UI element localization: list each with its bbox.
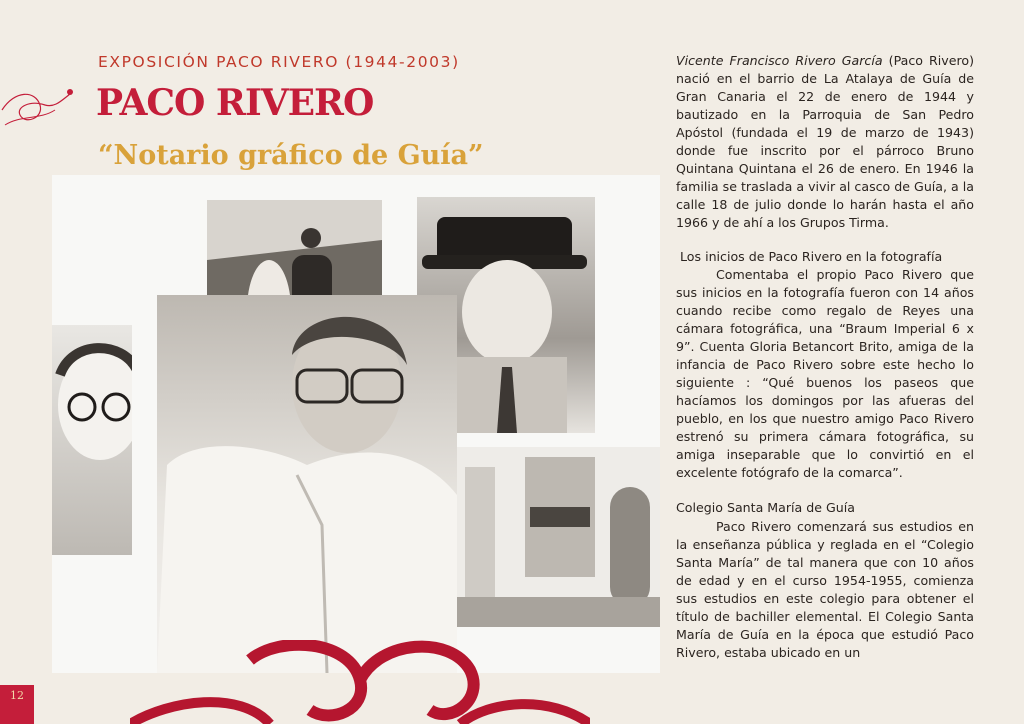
section-heading-photography: Los inicios de Paco Rivero en la fotografía (680, 249, 943, 264)
photo-street-balcony (455, 447, 660, 627)
page-title: PACO RIVERO (96, 82, 374, 124)
section-heading-school: Colegio Santa María de Guía (676, 500, 855, 515)
page-number: 12 (10, 689, 24, 702)
page-number-tab (0, 685, 34, 724)
section-paragraph-school (676, 518, 974, 662)
photo-paco-rivero-portrait (157, 295, 457, 673)
section2-text: Paco Rivero comenzará sus estudios en la enseñanza pública y reglada en el “Colegio Santa María” de tal manera que con 10 años de edad y en el curso 1954-1955, comienza sus estudios en este colegio para obtener el título de bachiller elemental. El Colegio Santa María de Guía en la época que estudió Paco Rivero, estaba ubicado en un (676, 519, 974, 660)
exhibition-kicker: EXPOSICIÓN PACO RIVERO (1944-2003) (98, 53, 460, 71)
page-subtitle: “Notario gráfico de Guía” (98, 140, 484, 171)
photo-collage (52, 175, 660, 673)
intro-text: (Paco Rivero) nació en el barrio de La Atalaya de Guía de Gran Canaria el 22 de enero de 1944 y bautizado en la Parroquia de San Pedro Apóstol (fundada el 19 de marzo de 1943) donde fue inscrito por el párroco Bruno Quintana Quintana el 26 de enero. En 1946 la familia se traslada a vivir al casco de Guía, a la calle 18 de julio donde lo harán hasta el año 1966 y de ahí a los Grupos Tirma. (676, 53, 975, 230)
decorative-flourish-bottom (130, 640, 590, 724)
intro-paragraph (676, 52, 974, 232)
photo-smiling-man-glasses (52, 325, 132, 555)
section1-text: Comentaba el propio Paco Rivero que sus inicios en la fotografía fueron con 14 años cuando recibe como regalo de Reyes una cámara fotográfica, una “Braum Imperial 6 x 9”. Cuenta Gloria Betancort Brito, amiga de la infancia de Paco Rivero sobre este hecho lo siguiente : “Qué buenos los paseos que hacíamos los domingos por las afueras del pueblo, en los que nuestro amigo Paco Rivero estrenó su primera cámara fotográfica, su amiga inseparable que lo convirtió en el excelente fotógrafo de la comarca”. (676, 267, 974, 480)
intro-name: Vicente Francisco Rivero García (676, 53, 883, 68)
section-paragraph-photography (676, 266, 974, 482)
decorative-flourish-left (0, 80, 80, 140)
